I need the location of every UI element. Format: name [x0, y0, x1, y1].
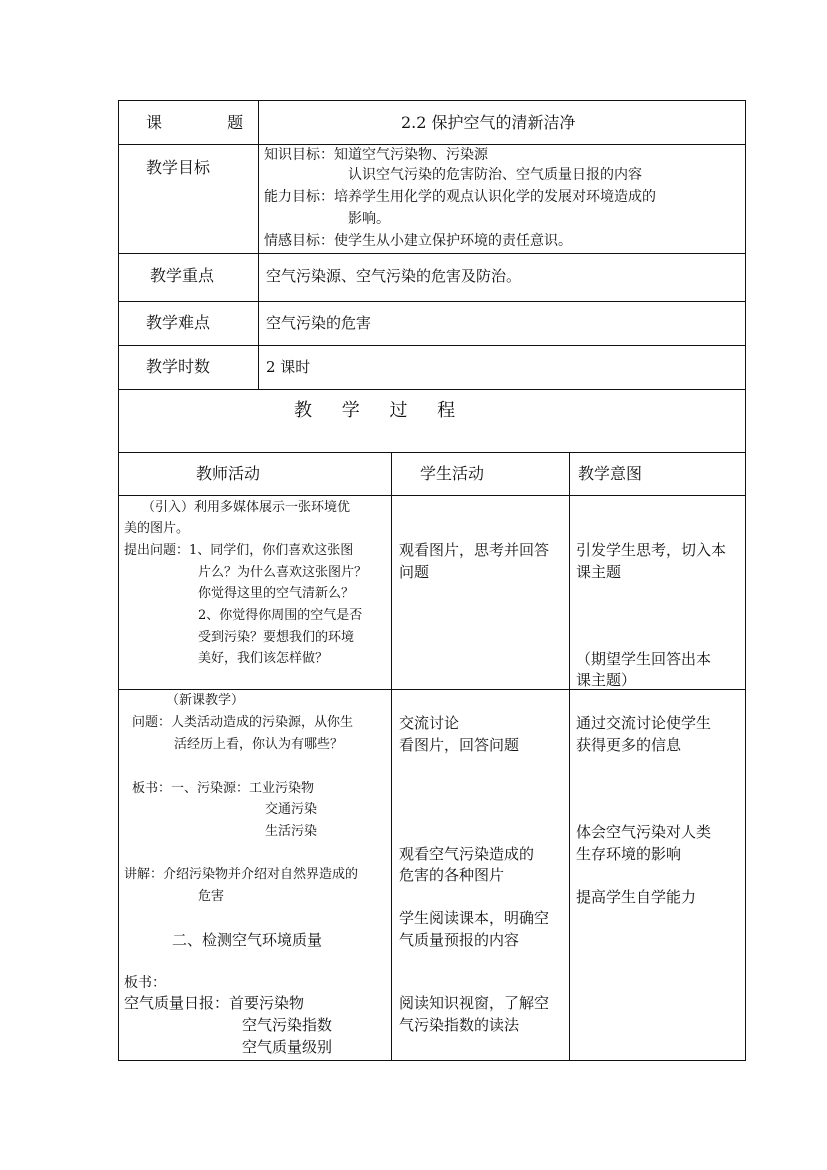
- section2-teacher-line: 讲解：介绍污染物并介绍对自然界造成的: [124, 867, 359, 882]
- student-header: 学生活动: [420, 464, 485, 483]
- process-title: 教 学 过 程: [294, 400, 468, 421]
- section2-intent-line: 生存环境的影响: [576, 845, 682, 863]
- section2-teacher-line: 交通污染: [265, 802, 318, 817]
- section2-student-line: 交流讨论: [399, 714, 460, 732]
- section2-student-line: 看图片，回答问题: [399, 736, 520, 754]
- section1-teacher-line: 提出问题：1、同学们，你们喜欢这张图: [124, 543, 354, 558]
- hours-label: 教学时数: [146, 357, 211, 376]
- section2-student-line: 危害的各种图片: [399, 866, 505, 884]
- section1-intent-line: 引发学生思考，切入本: [576, 541, 727, 559]
- section2-student-line: 阅读知识视窗，了解空: [399, 994, 550, 1012]
- difficulty-label: 教学难点: [146, 313, 211, 332]
- section1-teacher-line: 片么？为什么喜欢这张图片？: [198, 565, 368, 580]
- section1-student-line: 问题: [399, 563, 430, 581]
- section1-teacher-line: （引入）利用多媒体展示一张环境优: [142, 500, 351, 515]
- section2-intent-line: 获得更多的信息: [576, 736, 682, 754]
- section2-teacher-line: 空气质量级别: [242, 1038, 333, 1056]
- section2-teacher-line: 危害: [198, 889, 225, 904]
- section2-teacher-line: （新课教学）: [166, 693, 245, 708]
- knowledge-goal-line-2: 认识空气污染的危害防治、空气质量日报的内容: [348, 167, 642, 183]
- intent-header: 教学意图: [578, 464, 643, 483]
- knowledge-goal-line-1: 知识目标：知道空气污染物、污染源: [264, 147, 488, 163]
- section2-teacher-line: 空气污染指数: [242, 1016, 333, 1034]
- section2-teacher-line: 问题：人类活动造成的污染源，从你生: [132, 715, 354, 730]
- goals-label: 教学目标: [146, 158, 211, 177]
- section1-teacher-line: 受到污染？要想我们的环境: [198, 630, 355, 645]
- section1-student-line: 观看图片，思考并回答: [399, 541, 550, 559]
- section2-intent-line: 通过交流讨论使学生: [576, 714, 712, 732]
- section2-student-line: 气污染指数的读法: [399, 1016, 520, 1034]
- section2-student-line: 气质量预报的内容: [399, 931, 520, 949]
- section2-teacher-line: 活经历上看，你认为有哪些？: [174, 737, 344, 752]
- ability-goal-line-2: 影响。: [348, 211, 390, 227]
- section2-student-line: 观看空气污染造成的: [399, 845, 535, 863]
- hours-value-cell: [258, 345, 746, 390]
- section2-teacher-line: 二、检测空气环境质量: [172, 931, 323, 949]
- lesson-title: 2.2 保护空气的清新洁净: [401, 113, 576, 132]
- section1-intent-line: 课主题: [576, 563, 622, 581]
- emotion-goal: 情感目标：使学生从小建立保护环境的责任意识。: [264, 233, 572, 249]
- section2-intent-line: 提高学生自学能力: [576, 888, 697, 906]
- key-value: 空气污染源、空气污染的危害及防治。: [266, 267, 522, 285]
- section2-teacher-line: 板书：一、污染源：工业污染物: [132, 781, 315, 796]
- difficulty-value: 空气污染的危害: [266, 314, 372, 332]
- hours-value: 2 课时: [266, 358, 311, 376]
- teacher-header: 教师活动: [196, 464, 261, 483]
- key-label: 教学重点: [150, 266, 215, 285]
- section1-teacher-line: 美的图片。: [124, 521, 190, 536]
- section2-intent-line: 体会空气污染对人类: [576, 823, 712, 841]
- section2-teacher-line: 板书：: [124, 975, 166, 991]
- section1-intent-line: 课主题）: [576, 671, 637, 689]
- section1-student-cell: [391, 495, 570, 690]
- section1-teacher-line: 2、你觉得你周围的空气是否: [198, 608, 363, 623]
- section2-student-line: 学生阅读课本，明确空: [399, 909, 550, 927]
- section2-teacher-line: 空气质量日报：首要污染物: [124, 994, 305, 1012]
- section1-teacher-line: 美好，我们该怎样做？: [198, 651, 329, 666]
- section1-teacher-line: 你觉得这里的空气清新么？: [198, 586, 355, 601]
- section1-intent-line: （期望学生回答出本: [576, 650, 712, 668]
- process-title-cell: [118, 389, 746, 453]
- title-label: 课 题: [146, 113, 274, 132]
- ability-goal-line-1: 能力目标：培养学生用化学的观点认识化学的发展对环境造成的: [264, 189, 656, 205]
- section2-teacher-line: 生活污染: [265, 824, 318, 839]
